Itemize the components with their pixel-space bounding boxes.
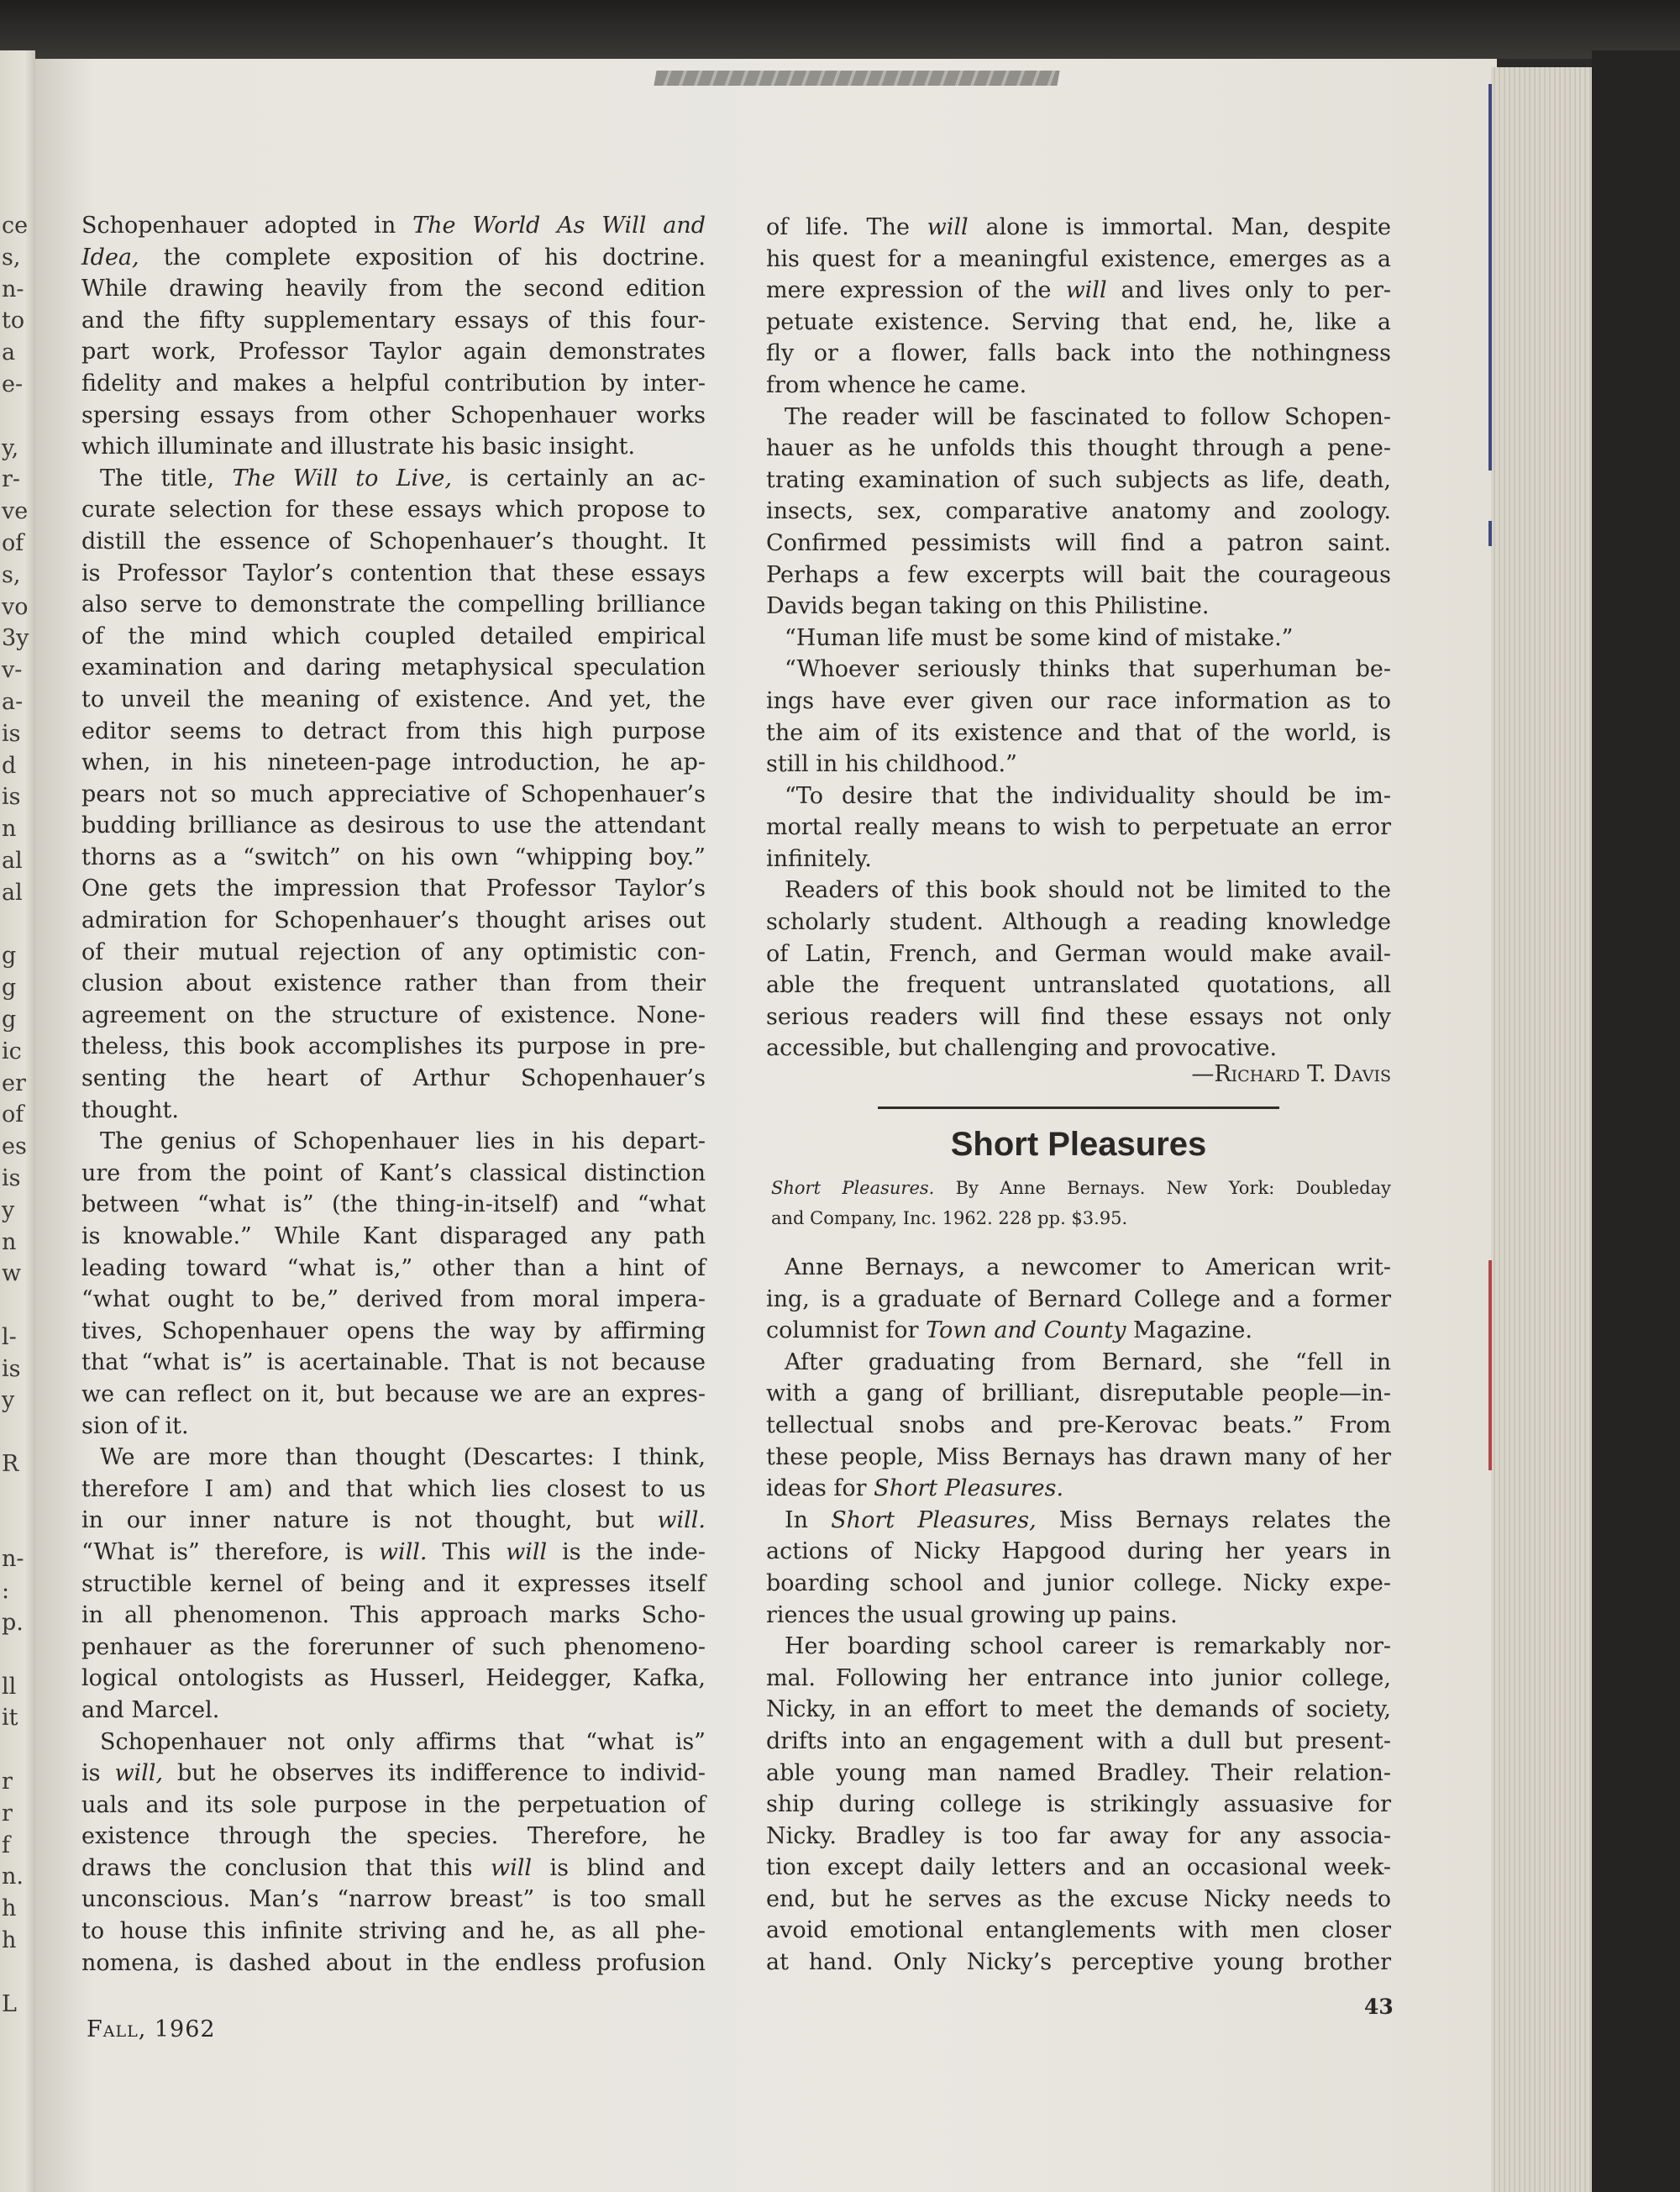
text-line: fidelity and makes a helpful contribution by inter- bbox=[81, 370, 706, 397]
text-line: from whence he came. bbox=[766, 371, 1027, 398]
text-line: Perhaps a few excerpts will bait the courageous bbox=[766, 561, 1391, 588]
fragment-text: to bbox=[2, 308, 25, 334]
text-line: therefore I am) and that which lies closest to us bbox=[81, 1475, 706, 1502]
text-line: The title, The Will to Live, is certainly an ac- bbox=[100, 465, 706, 491]
fragment-text: y, bbox=[2, 434, 19, 461]
text-line: ure from the point of Kant’s classical distinction bbox=[81, 1159, 706, 1186]
text-line: of life. The will alone is immortal. Man, despite bbox=[766, 214, 1391, 240]
fragment-text: p. bbox=[2, 1610, 24, 1637]
text-line: spersing essays from other Schopenhauer works bbox=[81, 402, 706, 428]
text-line: uals and its sole purpose in the perpetuation of bbox=[81, 1791, 706, 1818]
fragment-text bbox=[2, 1480, 29, 1512]
fragment-text: n bbox=[2, 816, 17, 843]
fragment-text bbox=[2, 1290, 29, 1322]
text-line: existence through the species. Therefore, he bbox=[81, 1823, 706, 1850]
text-line: The genius of Schopenhauer lies in his depart- bbox=[100, 1128, 706, 1155]
text-line: penhauer as the forerunner of such phenomeno- bbox=[81, 1633, 706, 1660]
text-line: and Marcel. bbox=[81, 1696, 220, 1723]
text-line: in our inner nature is not thought, but will. bbox=[81, 1507, 706, 1534]
text-line: columnist for Town and County Magazine. bbox=[766, 1317, 1252, 1344]
text-line: to unveil the meaning of existence. And yet, the bbox=[81, 686, 706, 712]
text-line: able the frequent untranslated quotations, all bbox=[766, 972, 1391, 999]
fragment-text: n bbox=[2, 1228, 17, 1255]
text-line: fly or a flower, falls back into the nothingness bbox=[766, 340, 1391, 367]
text-line: draws the conclusion that this will is blind and bbox=[81, 1854, 706, 1881]
fragment-text: n- bbox=[2, 276, 24, 302]
section-divider bbox=[878, 1107, 1279, 1109]
fragment-text: r bbox=[2, 1800, 13, 1827]
text-line: distill the essence of Schopenhauer’s thought. It bbox=[81, 528, 706, 555]
fragment-text: ic bbox=[2, 1038, 22, 1064]
fragment-text: a- bbox=[2, 688, 24, 715]
fragment-text: is bbox=[2, 1355, 21, 1382]
text-line: Davids began taking on this Philistine. bbox=[766, 593, 1210, 620]
text-line: is will, but he observes its indifference to individ- bbox=[81, 1760, 706, 1787]
text-line: of Latin, French, and German would make avail- bbox=[766, 940, 1391, 967]
text-line: avoid emotional entanglements with men closer bbox=[766, 1917, 1391, 1944]
text-line: “Human life must be some kind of mistake.” bbox=[785, 624, 1294, 651]
citation-book-title: Short Pleasures. bbox=[771, 1178, 935, 1198]
text-line: ing, is a graduate of Bernard College and a former bbox=[766, 1285, 1391, 1312]
fragment-text: n. bbox=[2, 1863, 24, 1890]
fragment-text: h bbox=[2, 1927, 17, 1954]
fragment-text: e- bbox=[2, 371, 24, 397]
fragment-text: is bbox=[2, 1164, 21, 1191]
book-citation bbox=[771, 1173, 1391, 1233]
text-line: structible kernel of being and it expresses itself bbox=[81, 1570, 706, 1597]
text-line: mere expression of the will and lives only to per- bbox=[766, 277, 1391, 304]
fragment-text bbox=[2, 1734, 29, 1766]
text-line: After graduating from Bernard, she “fell in bbox=[785, 1348, 1391, 1375]
text-line: tives, Schopenhauer opens the way by affirming bbox=[81, 1317, 706, 1344]
text-line: pears not so much appreciative of Schopenhauer’s bbox=[81, 781, 706, 807]
text-line: curate selection for these essays which propose to bbox=[81, 497, 706, 523]
text-line: his quest for a meaningful existence, emerges as a bbox=[766, 245, 1391, 272]
fragment-text bbox=[2, 1512, 29, 1544]
text-line: riences the usual growing up pains. bbox=[766, 1601, 1178, 1628]
text-line: able young man named Bradley. Their relation- bbox=[766, 1759, 1391, 1786]
text-line: that “what is” is acertainable. That is not because bbox=[81, 1349, 706, 1376]
text-line: to house this infinite striving and he, as all phe- bbox=[81, 1918, 706, 1945]
fragment-text: vo bbox=[2, 593, 29, 620]
text-line: is Professor Taylor’s contention that these essays bbox=[81, 560, 706, 586]
fragment-text bbox=[2, 1639, 29, 1671]
text-line: drifts into an engagement with a dull but present- bbox=[766, 1727, 1391, 1754]
text-line: tion except daily letters and an occasional week- bbox=[766, 1854, 1391, 1881]
review-title: Short Pleasures bbox=[950, 1126, 1207, 1163]
text-line: hauer as he unfolds this thought through a pene- bbox=[766, 435, 1391, 462]
text-line: agreement on the structure of existence. None- bbox=[81, 1001, 706, 1028]
citation-details: By Anne Bernays. New York: Doubleday bbox=[955, 1178, 1391, 1198]
fragment-text: y bbox=[2, 1196, 15, 1223]
text-line: also serve to demonstrate the compelling brilliance bbox=[81, 591, 706, 618]
text-line: in all phenomenon. This approach marks Scho- bbox=[81, 1602, 706, 1629]
fragment-text: v- bbox=[2, 657, 23, 684]
fragment-text: r bbox=[2, 1769, 13, 1795]
text-line: with a gang of brilliant, disreputable people—in- bbox=[766, 1380, 1391, 1407]
fragment-text: l- bbox=[2, 1323, 17, 1350]
headband bbox=[654, 71, 1059, 86]
text-line: which illuminate and illustrate his basic insight. bbox=[81, 434, 636, 460]
fragment-text: : bbox=[2, 1578, 10, 1605]
text-line: leading toward “what is,” other than a hint of bbox=[81, 1254, 706, 1281]
text-line: clusion about existence rather than from their bbox=[81, 970, 706, 997]
fragment-text: ve bbox=[2, 498, 29, 525]
fragment-text: s, bbox=[2, 561, 21, 588]
book-cover-top bbox=[0, 0, 1680, 59]
text-line: and the fifty supplementary essays of this four- bbox=[81, 307, 706, 334]
fragment-text: h bbox=[2, 1895, 17, 1922]
text-line: sion of it. bbox=[81, 1412, 189, 1439]
fragment-text bbox=[2, 1957, 29, 1989]
left-column bbox=[81, 210, 706, 1979]
page-number: 43 bbox=[1364, 1995, 1394, 2019]
text-line: budding brilliance as desirous to use the attendant bbox=[81, 812, 706, 839]
text-line: scholarly student. Although a reading knowledge bbox=[766, 909, 1391, 936]
fragment-text: it bbox=[2, 1705, 18, 1732]
text-line: accessible, but challenging and provocative. bbox=[766, 1035, 1278, 1062]
fragment-text: g bbox=[2, 1006, 17, 1033]
text-line: Nicky. Bradley is too far away for any associa- bbox=[766, 1822, 1391, 1849]
text-line: of their mutual rejection of any optimistic con- bbox=[81, 938, 706, 965]
previous-page-fragments bbox=[2, 210, 29, 2020]
text-line: end, but he serves as the excuse Nicky needs to bbox=[766, 1885, 1391, 1912]
text-line: “what ought to be,” derived from moral impera- bbox=[81, 1286, 706, 1313]
text-line: boarding school and junior college. Nicky expe- bbox=[766, 1569, 1391, 1596]
fragment-text: is bbox=[2, 784, 21, 811]
text-line: Readers of this book should not be limited to the bbox=[785, 877, 1391, 904]
text-line: ideas for Short Pleasures. bbox=[766, 1475, 1064, 1502]
text-line: In Short Pleasures, Miss Bernays relates the bbox=[785, 1506, 1392, 1533]
fragment-text: R bbox=[2, 1451, 19, 1478]
text-line: at hand. Only Nicky’s perceptive young brother bbox=[766, 1949, 1391, 1976]
text-line: petuate existence. Serving that end, he, like a bbox=[766, 308, 1391, 335]
text-line: While drawing heavily from the second edition bbox=[81, 276, 706, 302]
fragment-text bbox=[2, 1417, 29, 1448]
text-line: part work, Professor Taylor again demonstrates bbox=[81, 339, 706, 365]
fragment-text: w bbox=[2, 1260, 22, 1287]
text-line: when, in his nineteen-page introduction, he ap- bbox=[81, 749, 706, 776]
fragment-text: of bbox=[2, 529, 24, 556]
text-line: Nicky, in an effort to meet the demands of society, bbox=[766, 1696, 1391, 1723]
fragment-text: a bbox=[2, 339, 16, 366]
right-column-review-end bbox=[766, 212, 1391, 1064]
fragment-text bbox=[2, 401, 29, 433]
fragment-text: g bbox=[2, 943, 17, 970]
page-edge-mark bbox=[1488, 84, 1492, 470]
text-line: admiration for Schopenhauer’s thought arises out bbox=[81, 907, 706, 934]
fragment-text: n- bbox=[2, 1546, 24, 1573]
text-line: nomena, is dashed about in the endless profusion bbox=[81, 1949, 706, 1976]
page-edge-mark bbox=[1488, 1260, 1492, 1470]
text-line: infinitely. bbox=[766, 845, 872, 872]
fragment-text: ll bbox=[2, 1673, 17, 1700]
text-line: thorns as a “switch” on his own “whipping boy.” bbox=[81, 844, 706, 870]
fragment-text: L bbox=[2, 1990, 17, 2017]
text-line: thought. bbox=[81, 1096, 179, 1123]
text-line: logical ontologists as Husserl, Heidegger, Kafka, bbox=[81, 1665, 706, 1692]
text-line: we can reflect on it, but because we are an expres- bbox=[81, 1380, 706, 1407]
text-line: Anne Bernays, a newcomer to American writ- bbox=[785, 1254, 1391, 1280]
text-line: actions of Nicky Hapgood during her years in bbox=[766, 1538, 1391, 1565]
text-line: is knowable.” While Kant disparaged any path bbox=[81, 1223, 706, 1249]
text-line: Schopenhauer not only affirms that “what is” bbox=[100, 1728, 706, 1755]
fragment-text: er bbox=[2, 1070, 26, 1096]
text-line: We are more than thought (Descartes: I think, bbox=[100, 1444, 706, 1471]
fragment-text bbox=[2, 909, 29, 941]
text-line: between “what is” (the thing-in-itself) and “what bbox=[81, 1191, 706, 1218]
fragment-text: s, bbox=[2, 244, 21, 271]
review-signature: —Richard T. Davis bbox=[1191, 1061, 1391, 1087]
text-line: Idea, the complete exposition of his doctrine. bbox=[81, 244, 706, 271]
text-line: “What is” therefore, is will. This will is the inde- bbox=[81, 1538, 706, 1565]
text-line: Her boarding school career is remarkably nor- bbox=[785, 1633, 1391, 1660]
text-line: of the mind which coupled detailed empirical bbox=[81, 623, 706, 649]
text-line: Schopenhauer adopted in The World As Will and bbox=[81, 213, 706, 239]
fragment-text: al bbox=[2, 847, 23, 874]
text-line: tellectual snobs and pre-Kerovac beats.” From bbox=[766, 1411, 1391, 1438]
text-line: unconscious. Man’s “narrow breast” is too small bbox=[81, 1886, 706, 1913]
text-line: Confirmed pessimists will find a patron saint. bbox=[766, 529, 1391, 556]
text-line: these people, Miss Bernays has drawn many of her bbox=[766, 1443, 1391, 1470]
text-line: “Whoever seriously thinks that superhuman be- bbox=[785, 656, 1391, 683]
text-line: examination and daring metaphysical speculation bbox=[81, 654, 706, 681]
fragment-text: d bbox=[2, 752, 17, 779]
text-line: still in his childhood.” bbox=[766, 751, 1017, 778]
text-line: ings have ever given our race information as to bbox=[766, 687, 1391, 714]
text-line: insects, sex, comparative anatomy and zoology. bbox=[766, 498, 1391, 525]
text-line: the aim of its existence and that of the world, is bbox=[766, 719, 1391, 746]
text-line: trating examination of such subjects as life, death, bbox=[766, 466, 1391, 493]
fragment-text: y bbox=[2, 1387, 15, 1414]
right-column-short-pleasures bbox=[766, 1252, 1391, 1979]
text-line: editor seems to detract from this high purpose bbox=[81, 718, 706, 744]
fragment-text: is bbox=[2, 720, 21, 747]
text-line: mortal really means to wish to perpetuate an error bbox=[766, 814, 1391, 841]
text-line: serious readers will find these essays not only bbox=[766, 1003, 1391, 1030]
text-line: mal. Following her entrance into junior college, bbox=[766, 1664, 1391, 1691]
text-line: senting the heart of Arthur Schopenhauer’s bbox=[81, 1065, 706, 1092]
fragment-text: ce bbox=[2, 213, 29, 239]
text-line: The reader will be fascinated to follow Schopen- bbox=[785, 403, 1391, 430]
fragment-text: f bbox=[2, 1832, 10, 1858]
fragment-text: of bbox=[2, 1101, 24, 1128]
fragment-text: es bbox=[2, 1133, 27, 1160]
text-line: One gets the impression that Professor Taylor’s bbox=[81, 875, 706, 902]
fragment-text: g bbox=[2, 975, 17, 1001]
fragment-text: r- bbox=[2, 466, 21, 493]
fragment-text: 3y bbox=[2, 625, 29, 652]
issue-footer: Fall, 1962 bbox=[87, 2016, 216, 2042]
book-cover-edge bbox=[1592, 50, 1680, 2192]
text-line: ship during college is strikingly assuasive for bbox=[766, 1791, 1391, 1818]
citation-publisher: and Company, Inc. 1962. 228 pp. $3.95. bbox=[771, 1208, 1128, 1228]
text-line: theless, this book accomplishes its purpose in pre- bbox=[81, 1033, 706, 1060]
page-edges bbox=[1491, 67, 1592, 2192]
page-edge-mark bbox=[1488, 521, 1492, 546]
fragment-text: al bbox=[2, 879, 23, 906]
text-line: “To desire that the individuality should be im- bbox=[785, 782, 1391, 809]
